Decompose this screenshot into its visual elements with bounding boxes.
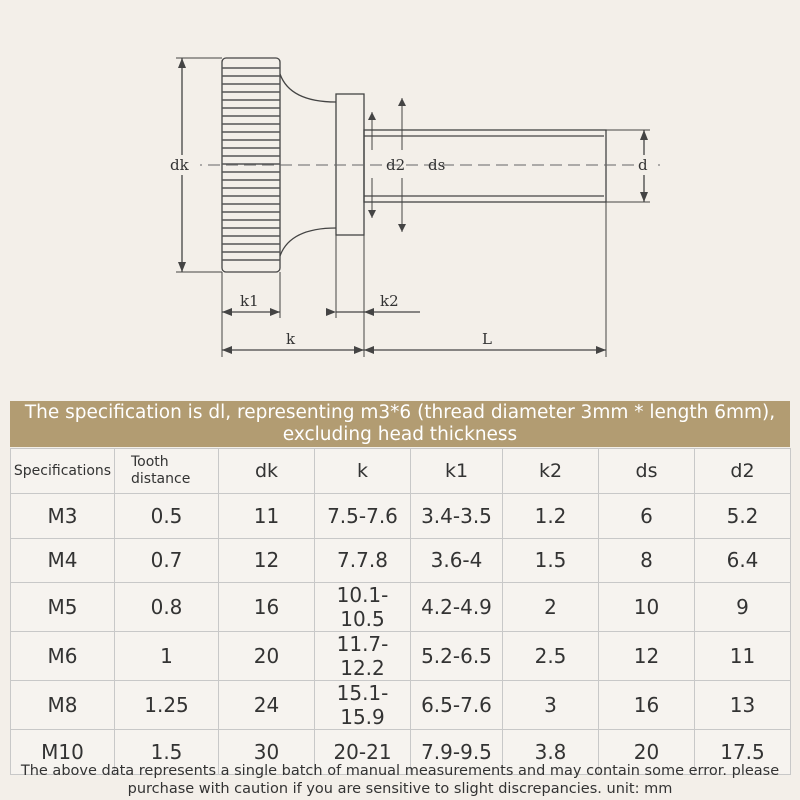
table-cell: 12 [219,538,315,583]
table-cell: 0.7 [115,538,219,583]
header-d2: d2 [695,449,791,494]
table-row [11,583,791,632]
label-d: d [638,156,648,174]
table-cell: 10.1-10.5 [315,583,411,632]
table-cell: 1.25 [115,681,219,730]
label-k: k [286,330,296,348]
table-cell: M3 [11,494,115,539]
table-cell: 30 [219,730,315,775]
table-cell: 3.6-4 [411,538,503,583]
table-cell: 6 [599,494,695,539]
table-cell: 3.8 [503,730,599,775]
header-tooth-distance: Tooth distance [115,449,219,494]
footnote: The above data represents a single batch of manual measurements and may contain some error. please purchase with caution if you are sensitive to slight discrepancies. unit: mm [20,763,780,797]
table-cell: 20 [599,730,695,775]
table-cell: 2.5 [503,632,599,681]
table-cell: 0.5 [115,494,219,539]
header-specifications: Specifications [11,449,115,494]
table-cell: 16 [219,583,315,632]
table-cell: 20 [219,632,315,681]
table-header-row [11,449,791,494]
table-cell: M6 [11,632,115,681]
header-k: k [315,449,411,494]
table-cell: 1.5 [503,538,599,583]
table-cell: 15.1-15.9 [315,681,411,730]
label-L: L [482,330,492,348]
table-cell: 7.5-7.6 [315,494,411,539]
table-cell: 3 [503,681,599,730]
table-cell: 10 [599,583,695,632]
table-cell: 0.8 [115,583,219,632]
table-cell: 9 [695,583,791,632]
table-cell: 1.5 [115,730,219,775]
table-cell: 5.2 [695,494,791,539]
header-ds: ds [599,449,695,494]
table-cell: 24 [219,681,315,730]
table-cell: 11 [219,494,315,539]
table-cell: M5 [11,583,115,632]
table-cell: 16 [599,681,695,730]
table-cell: 1 [115,632,219,681]
table-cell: 3.4-3.5 [411,494,503,539]
label-dk: dk [170,156,189,174]
label-ds: ds [428,156,446,174]
table-row [11,538,791,583]
table-cell: 6.4 [695,538,791,583]
spec-banner: The specification is dl, representing m3*6 (thread diameter 3mm * length 6mm), excluding head thickness [10,401,790,447]
table-cell: 11 [695,632,791,681]
table-cell: 5.2-6.5 [411,632,503,681]
table-cell: 11.7-12.2 [315,632,411,681]
table-cell: 1.2 [503,494,599,539]
table-cell: 7.9-9.5 [411,730,503,775]
spec-table [10,448,791,775]
table-cell: M8 [11,681,115,730]
label-d2: d2 [386,156,406,174]
label-k1: k1 [240,292,259,310]
table-cell: 12 [599,632,695,681]
table-cell: 2 [503,583,599,632]
table-row [11,681,791,730]
table-cell: 13 [695,681,791,730]
table-cell: 7.7.8 [315,538,411,583]
table-row [11,632,791,681]
table-cell: M10 [11,730,115,775]
header-k1: k1 [411,449,503,494]
table-cell: 17.5 [695,730,791,775]
table-cell: 6.5-7.6 [411,681,503,730]
table-cell: 8 [599,538,695,583]
table-cell: 4.2-4.9 [411,583,503,632]
table-row [11,494,791,539]
header-k2: k2 [503,449,599,494]
table-cell: M4 [11,538,115,583]
table-cell: 20-21 [315,730,411,775]
header-dk: dk [219,449,315,494]
label-k2: k2 [380,292,399,310]
